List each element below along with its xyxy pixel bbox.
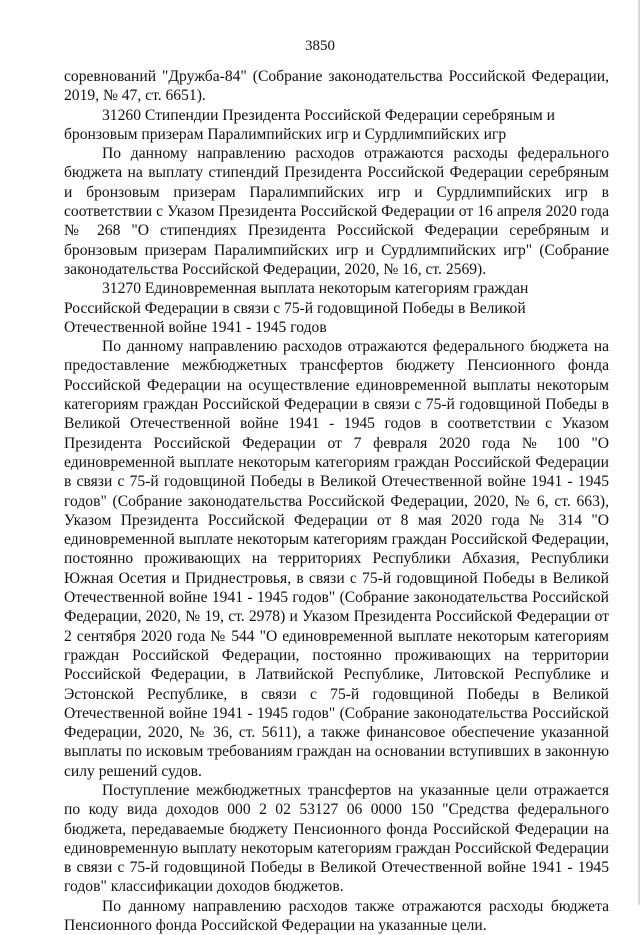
paragraph-pension-fund-expenses: По данному направлению расходов также отражаются расходы бюджета Пенсионного фонда Российской Федерации на указанные цели. — [64, 897, 609, 935]
paragraph-continuation: соревнований "Дружба-84" (Собрание законодательства Российской Федерации, 2019, № 47, ст. 6651). — [64, 68, 609, 105]
paragraph-31260-description: По данному направлению расходов отражаются расходы федерального бюджета на выплату стипендий Президента Российской Федерации серебряным и бронзовым призерам Паралимпийских игр и Сурдлимпийских игр в соответствии с Указом Президента Российской Федерации от 16 апреля 2020 года № 268 "О стипендиях Президента Российской Федерации серебряным и бронзовым призерам Паралимпийских игр и Сурдлимпийских игр" (Собрание законодательства Российской Федерации, 2020, № 16, ст. 2569). — [64, 145, 609, 278]
paragraph-31270-description: По данному направлению расходов отражаются федерального бюджета на предоставление межбюджетных трансфертов бюджету Пенсионного фонда Российской Федерации на осуществление единовременной выплаты некоторым категориям граждан Российской Федерации в связи с 75-й годовщиной Победы в Великой Отечественной войне 1941 - 1945 годов в соответствии с Указом Президента Российской Федерации от 7 февраля 2020 года № 100 "О единовременной выплате некоторым категориям граждан Российской Федерации в связи с 75-й годовщиной Победы в Великой Отечественной войне 1941 - 1945 годов" (Собрание законодательства Российской Федерации, 2020, № 6, ст. 663), Указом Президента Российской Федерации от 8 мая 2020 года № 314 "О единовременной выплате некоторым категориям граждан Российской Федерации, постоянно проживающих на территориях Республики Абхазия, Республики Южная Осетия и Приднестровья, в связи с 75-й годовщиной Победы в Великой Отечественной войне 1941 - 1945 годов" (Собрание законодательства Российской Федерации, 2020, № 19, ст. 2978) и Указом Президента Российской Федерации от 2 сентября 2020 года № 544 "О единовременной выплате некоторым категориям граждан Российской Федерации, постоянно проживающих на территории Российской Федерации, в Латвийской Республике, Литовской Республике и Эстонской Республике, в связи с 75-й годовщиной Победы в Великой Отечественной войне 1941 - 1945 годов" (Собрание законодательства Российской Федерации, 2020, № 36, ст. 5611), а также финансовое обеспечение указанной выплаты по исковым требованиям граждан на основании вступивших в законную силу решений судов. — [64, 338, 609, 780]
section-heading-31270: 31270 Единовременная выплата некоторым категориям граждан Российской Федерации в связи с 75-й годовщиной Победы в Великой Отечественной войне 1941 - 1945 годов — [64, 280, 529, 336]
document-body — [64, 67, 609, 935]
section-heading-31260: 31260 Стипендии Президента Российской Федерации серебряным и бронзовым призерам Паралимпийских игр и Сурдлимпийских игр — [64, 106, 555, 143]
page-number: 3850 — [305, 38, 335, 54]
paragraph-transfers-income-code: Поступление межбюджетных трансфертов на указанные цели отражается по коду вида доходов 000 2 02 53127 06 0000 150 "Средства федерального бюджета, передаваемые бюджету Пенсионного фонда Российской Федерации на единовременную выплату некоторым категориям граждан Российской Федерации в связи с 75-й годовщиной Победы в Великой Отечественной войне 1941 - 1945 годов" классификации доходов бюджетов. — [64, 781, 609, 896]
